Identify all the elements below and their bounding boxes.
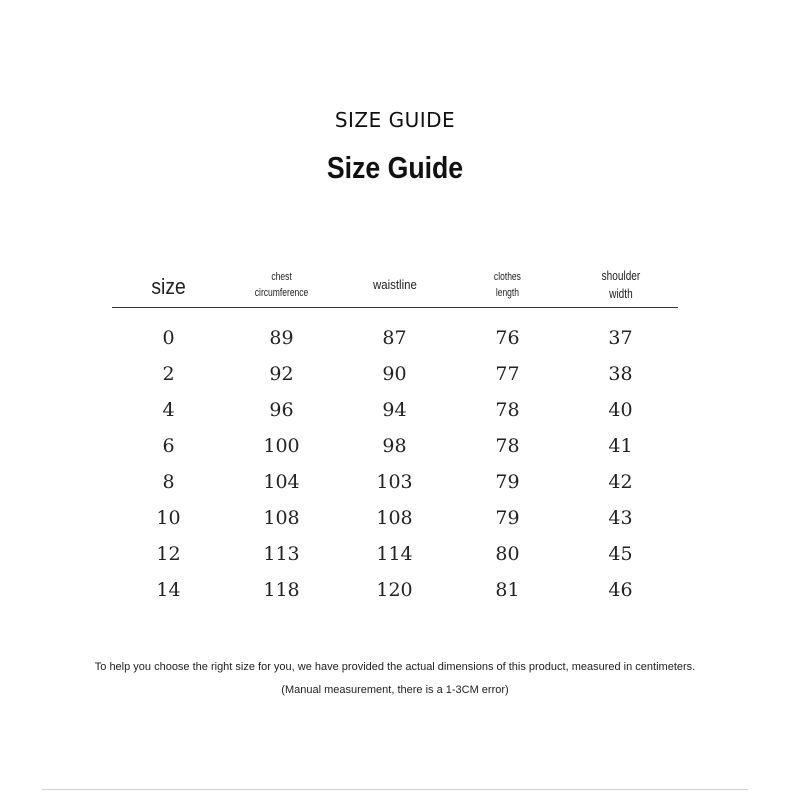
size-table — [112, 262, 678, 608]
error-note: (Manual measurement, there is a 1-3CM error) — [281, 684, 509, 696]
cell-chest: 100 — [263, 435, 300, 457]
cell-waist: 98 — [382, 435, 407, 457]
cell-chest: 113 — [263, 543, 300, 565]
header-length-line2: length — [495, 286, 520, 299]
cell-waist: 103 — [376, 471, 413, 493]
cell-waist: 94 — [382, 399, 407, 421]
header-length-line1: clothes — [493, 270, 521, 283]
header-shoulder-label — [599, 267, 643, 303]
cell-chest: 108 — [263, 507, 300, 529]
cell-waist: 90 — [382, 363, 407, 385]
cell-shoulder: 45 — [608, 543, 633, 565]
cell-shoulder: 37 — [608, 327, 633, 349]
table-row — [112, 464, 678, 500]
cell-size: 4 — [162, 399, 175, 421]
cell-length: 80 — [495, 543, 520, 565]
header-chest-line1: chest — [271, 270, 292, 283]
cell-size: 14 — [156, 579, 181, 601]
cell-length: 81 — [495, 579, 520, 601]
header-shoulder — [564, 262, 677, 307]
header-chest — [225, 262, 338, 307]
header-chest-line2: circumference — [254, 286, 309, 299]
cell-length: 79 — [495, 507, 520, 529]
table-body — [112, 320, 678, 608]
cell-chest: 96 — [269, 399, 294, 421]
header-shoulder-line1: shoulder — [601, 267, 640, 283]
cell-length: 78 — [495, 399, 520, 421]
cell-chest: 92 — [269, 363, 294, 385]
cell-size: 2 — [162, 363, 175, 385]
table-header — [112, 262, 678, 308]
cell-size: 8 — [162, 471, 175, 493]
cell-shoulder: 46 — [608, 579, 633, 601]
page-subtitle: SIZE GUIDE — [334, 108, 456, 132]
cell-shoulder: 43 — [608, 507, 633, 529]
table-row — [112, 500, 678, 536]
cell-shoulder: 42 — [608, 471, 633, 493]
cell-chest: 104 — [263, 471, 300, 493]
header-shoulder-line2: width — [608, 285, 633, 301]
cell-waist: 108 — [376, 507, 413, 529]
footer-divider — [42, 789, 748, 790]
header-length — [451, 262, 564, 307]
cell-shoulder: 40 — [608, 399, 633, 421]
cell-length: 76 — [495, 327, 520, 349]
cell-shoulder: 41 — [608, 435, 633, 457]
table-row — [112, 572, 678, 608]
cell-waist: 120 — [376, 579, 413, 601]
cell-chest: 89 — [269, 327, 294, 349]
cell-shoulder: 38 — [608, 363, 633, 385]
header-length-label — [492, 269, 523, 301]
cell-chest: 118 — [263, 579, 300, 601]
page-title: Size Guide — [326, 150, 464, 185]
measurement-note: To help you choose the right size for you, we have provided the actual dimensions of this product, measured in centimeters. — [94, 661, 696, 673]
cell-length: 79 — [495, 471, 520, 493]
cell-waist: 87 — [382, 327, 407, 349]
header-waist-label: waistline — [372, 276, 417, 292]
table-row — [112, 392, 678, 428]
header-waist — [338, 262, 451, 307]
cell-size: 10 — [156, 507, 181, 529]
cell-size: 0 — [162, 327, 175, 349]
table-row — [112, 536, 678, 572]
table-row — [112, 320, 678, 356]
cell-waist: 114 — [376, 543, 413, 565]
cell-length: 77 — [495, 363, 520, 385]
header-chest-label — [251, 269, 312, 301]
cell-size: 12 — [156, 543, 181, 565]
cell-size: 6 — [162, 435, 175, 457]
table-row — [112, 428, 678, 464]
table-row — [112, 356, 678, 392]
header-size — [112, 262, 225, 307]
header-size-label: size — [151, 273, 186, 299]
cell-length: 78 — [495, 435, 520, 457]
